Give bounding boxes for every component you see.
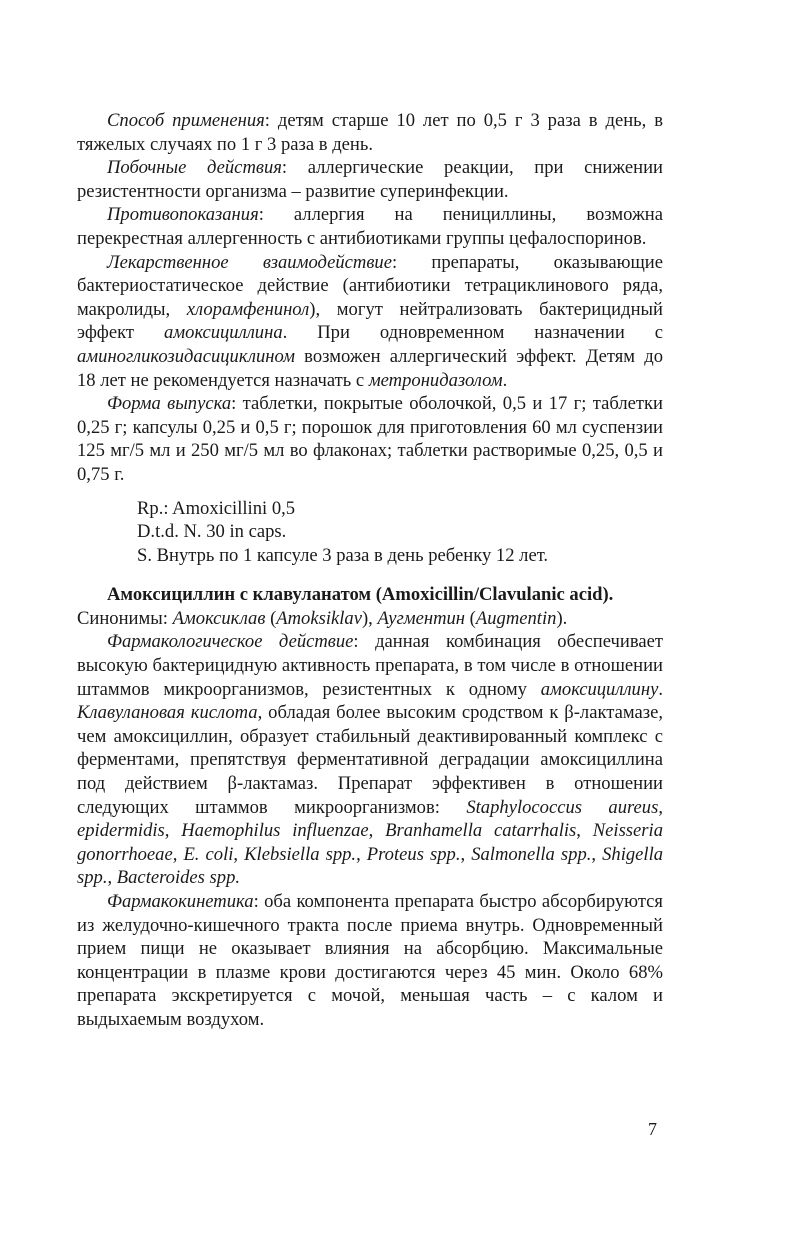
paragraph-pharmacokinetics	[77, 890, 663, 1032]
organism-name: E. coli	[183, 843, 234, 865]
drug-name: Клавулановая кислота	[77, 702, 258, 724]
punctuation: ,	[107, 867, 117, 889]
punctuation: ,	[356, 843, 367, 865]
organism-name: Shigella spp.	[77, 843, 664, 889]
spacer	[77, 487, 663, 497]
paragraph-text: возможен аллергический эффект. Детям до 18 лет не рекомендуется назначать с	[77, 345, 663, 391]
punctuation: ,	[658, 796, 663, 818]
section-label: Противопоказания	[107, 204, 259, 226]
paragraph-contraindications	[77, 203, 663, 250]
paragraph-side-effects	[77, 156, 663, 203]
synonym: Аугментин	[377, 607, 466, 629]
synonyms	[77, 607, 663, 631]
paragraph-text: : аллергические реакции, при снижении резистентности организма – развитие суперинфекции.	[77, 157, 663, 202]
organism-name: Bacteroides spp.	[116, 867, 241, 889]
organism-name: Salmonella spp.	[471, 843, 592, 865]
organism-name: Branhamella catarrhalis	[385, 820, 577, 842]
paragraph-text: : препараты, оказывающие бактериостатическое действие (антибиотики тетрациклинового ряда, макролиды,	[77, 251, 663, 320]
paragraph-text: .	[658, 678, 663, 700]
synonym: Amoksiklav	[276, 607, 362, 629]
document-page	[77, 109, 663, 1032]
drug-name: хлорамфенинол	[186, 298, 310, 320]
paragraph-interactions	[77, 251, 663, 393]
prescription-line-signa: S. Внутрь по 1 капсуле 3 раза в день ребенку 12 лет.	[137, 544, 549, 566]
punctuation: (	[265, 607, 277, 629]
synonyms-label: Синонимы:	[77, 607, 173, 629]
punctuation: ,	[576, 820, 593, 842]
paragraph-text: . При одновременном назначении с	[282, 322, 663, 344]
paragraph-text: : детям старше 10 лет по 0,5 г 3 раза в день, в тяжелых случаях по 1 г 3 раза в день.	[77, 110, 663, 155]
paragraph-text: : данная комбинация обеспечивает высокую бактерицидную активность препарата, в том числе в отношении штаммов микроорганизмов, резистентных к одному	[77, 631, 663, 700]
paragraph-text: .	[502, 369, 508, 391]
paragraph-pharmacology	[77, 630, 663, 890]
drug-name: аминогликозидасициклином	[77, 345, 295, 367]
organism-name: Neisseria gonorrhoeae	[77, 820, 663, 865]
punctuation: ,	[368, 820, 386, 842]
section-label: Побочные действия	[107, 157, 282, 179]
paragraph-text: : оба компонента препарата быстро абсорбируются из желудочно-кишечного тракта после приема внутрь. Одновременный прием пищи не оказывает влияния на абсорбцию. Максимальные концентрации в плазме крови достигаются через 45 мин. Около 68% препарата экскретируется с мочой, меньшая часть – с калом и выдыхаемым воздухом.	[77, 891, 663, 1030]
organism-name: Staphylococcus aureus	[466, 796, 659, 818]
punctuation: ).	[556, 607, 568, 629]
section-label: Лекарственное взаимодействие	[107, 251, 392, 273]
section-label: Форма выпуска	[107, 393, 232, 415]
page-number: 7	[648, 1119, 657, 1139]
organism-name: Proteus spp.	[366, 843, 461, 865]
paragraph-text: ), могут нейтрализовать бактерицидный эффект	[77, 298, 663, 344]
drug-name: метронидазолом	[368, 369, 503, 391]
prescription-line-rp: Rp.: Amoxicillini 0,5	[137, 497, 296, 519]
paragraph-text: , обладая более высоким сродством к β-лактамазе, чем амоксициллин, образует стабильный деактивированный комплекс с ферментами, препятствуя ферментативной деградации амоксициллина под действием β-лактамаз. Препарат эффективен в отношении следующих штаммов микроорганизмов:	[77, 702, 663, 818]
drug-name: амоксициллину	[540, 678, 659, 700]
section-label: Фармакологическое действие	[107, 631, 354, 653]
organism-name: Haemophilus influenzae	[181, 820, 369, 842]
prescription	[77, 497, 663, 568]
punctuation: ,	[591, 843, 603, 865]
organism-name: epidermidis	[77, 820, 165, 842]
paragraph-release-form	[77, 392, 663, 486]
section-label: Способ применения	[107, 110, 265, 131]
prescription-line-dtd: D.t.d. N. 30 in caps.	[137, 521, 287, 543]
drug-name: амоксициллина	[164, 322, 283, 344]
punctuation: ,	[233, 843, 245, 865]
synonym: Амоксиклав	[172, 607, 266, 629]
punctuation: ,	[460, 843, 472, 865]
paragraph-text: : таблетки, покрытые оболочкой, 0,5 и 17 г; таблетки 0,25 г; капсулы 0,25 и 0,5 г; порошок для приготовления 60 мл суспензии 125 мг/5 мл и 250 мг/5 мл во флаконах; таблетки растворимые 0,25, 0,5 и 0,75 г.	[77, 393, 664, 485]
punctuation: ,	[172, 843, 184, 865]
organism-name: Klebsiella spp.	[244, 843, 357, 865]
paragraph-text: : аллергия на пенициллины, возможна перекрестная аллергенность с антибиотиками группы цефалоспоринов.	[77, 204, 663, 249]
punctuation: ,	[164, 820, 182, 842]
punctuation: ),	[361, 607, 378, 629]
drug-title: Амоксициллин с клавуланатом (Amoxicillin/Clavulanic acid).	[107, 584, 614, 606]
section-label: Фармакокинетика	[107, 891, 254, 912]
drug-heading	[77, 583, 663, 607]
punctuation: (	[465, 607, 476, 629]
spacer	[77, 567, 663, 583]
paragraph-usage	[77, 109, 663, 156]
synonym: Augmentin	[475, 607, 557, 629]
